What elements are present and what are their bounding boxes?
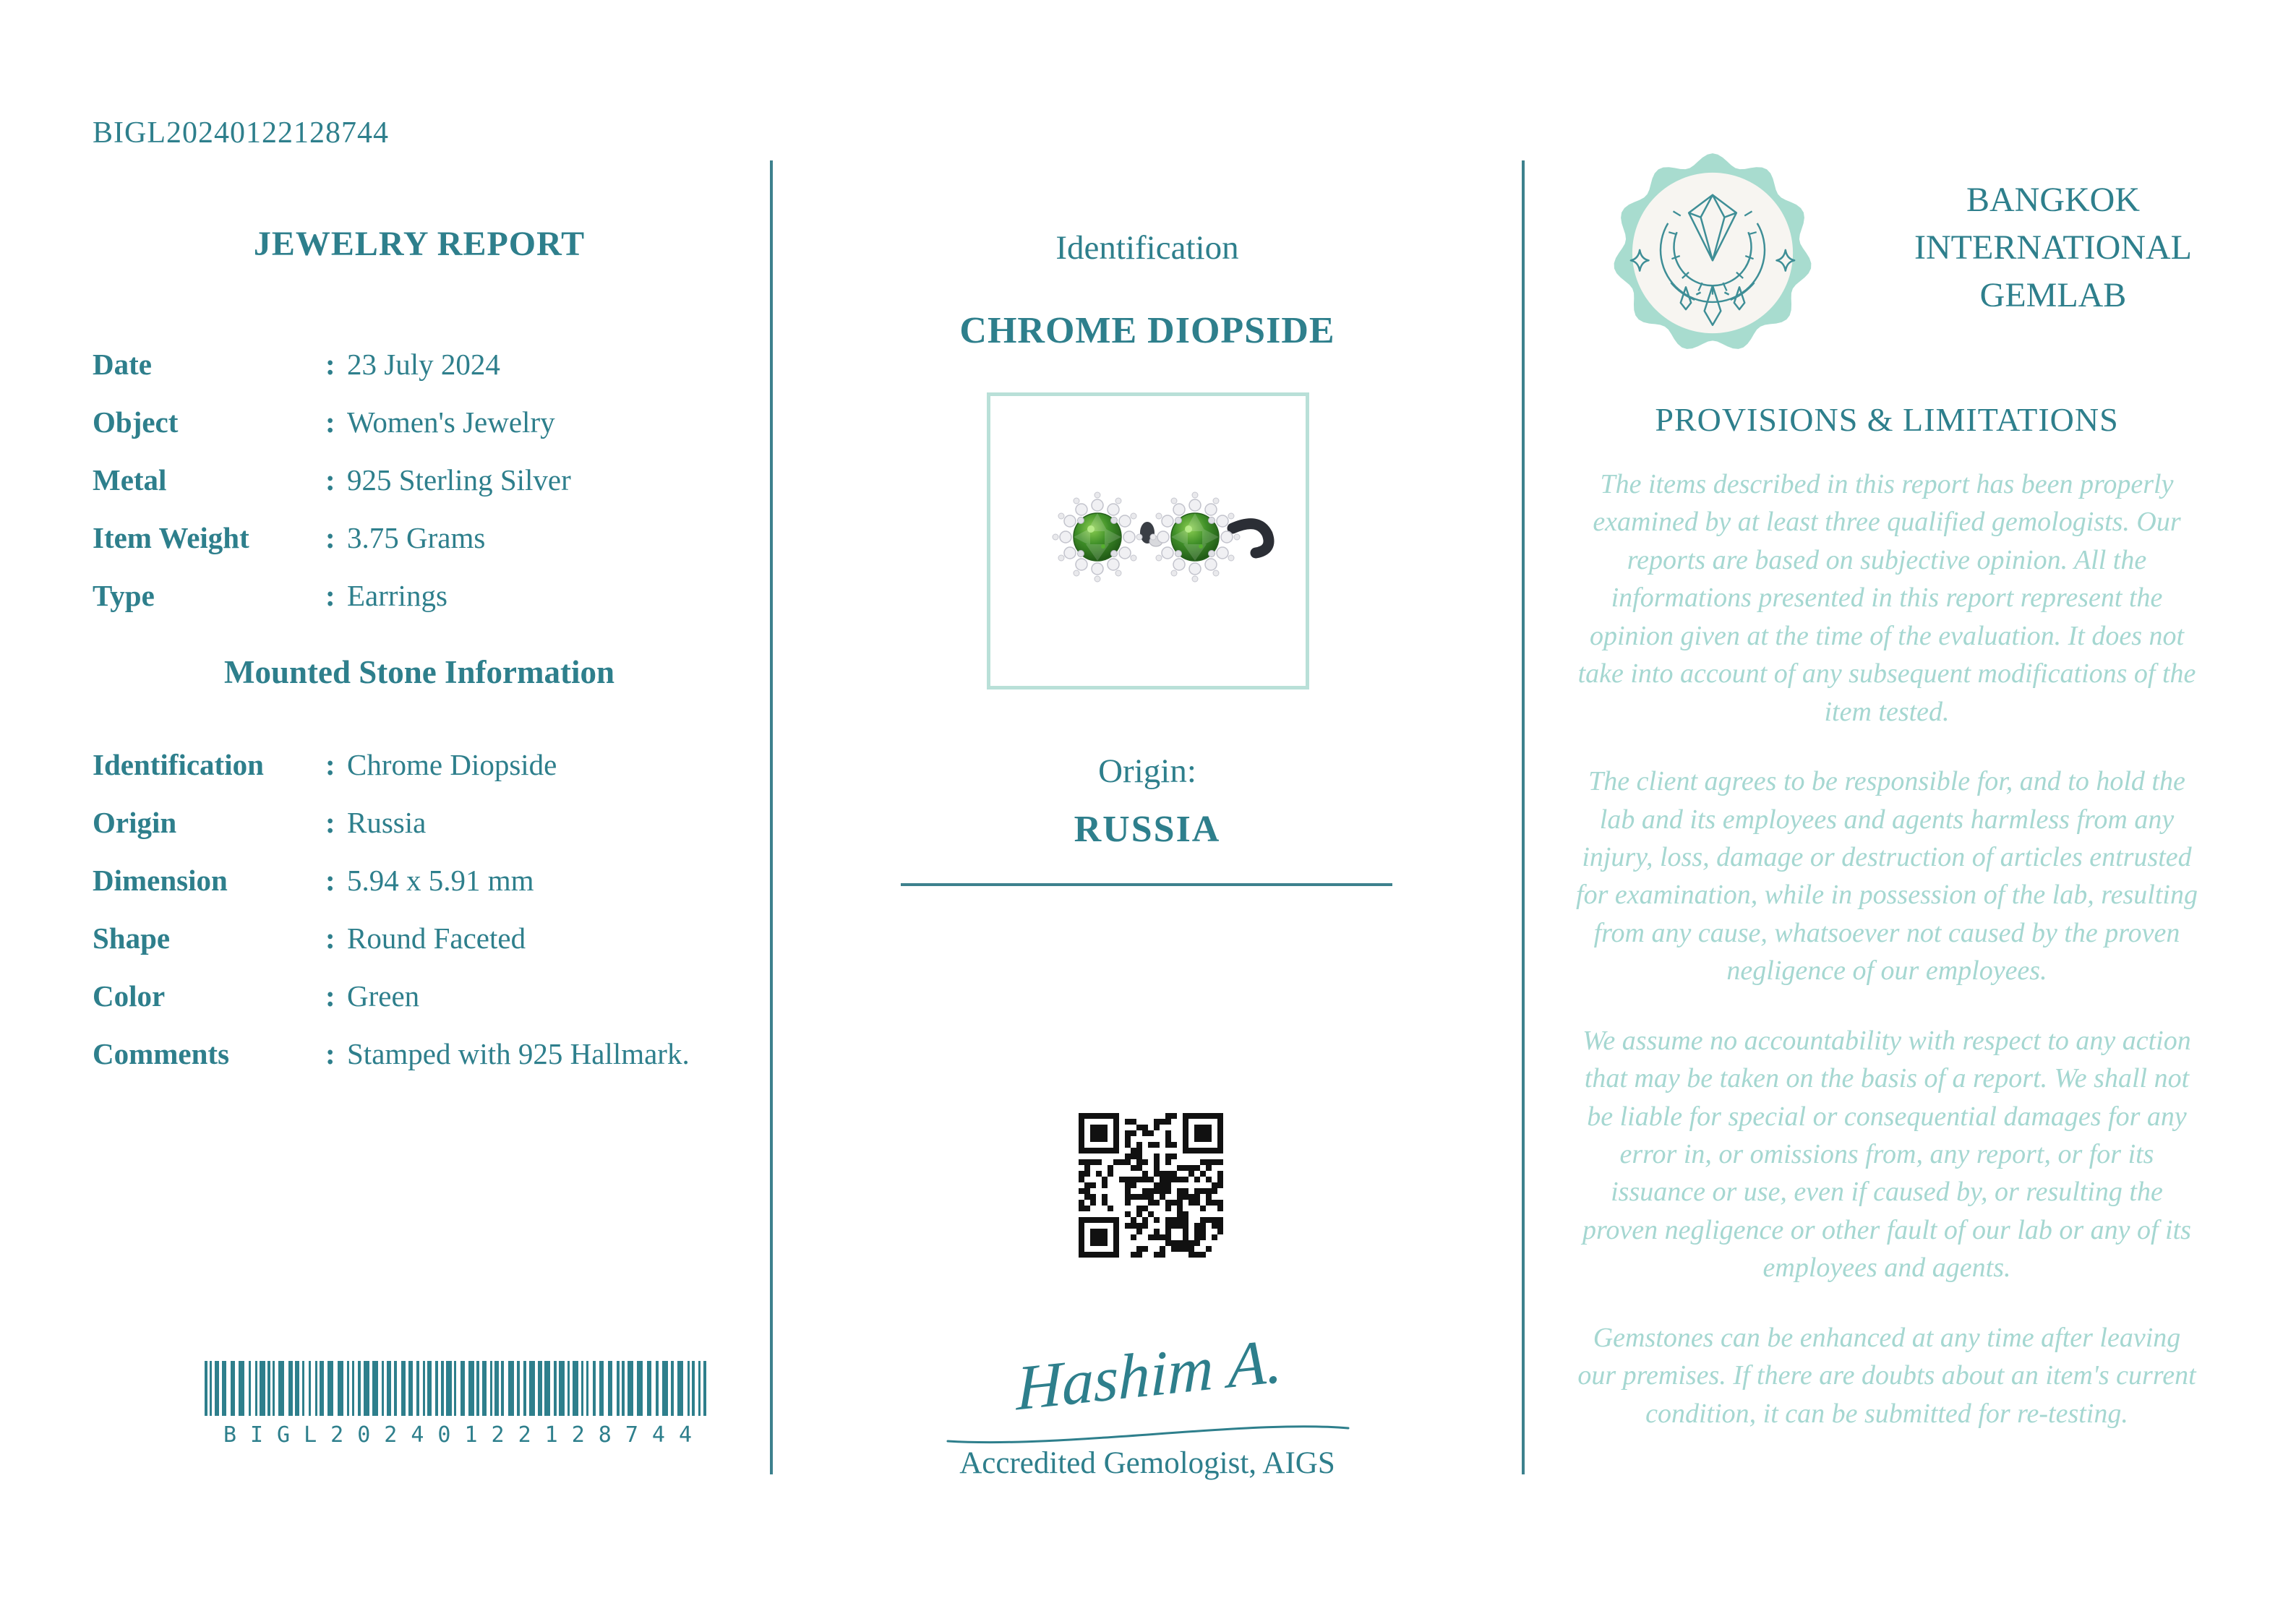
provisions-paragraph: Gemstones can be enhanced at any time after leaving our premises. If there are doubts about an item's current condition, it can be submitted for re-testing. (1577, 1322, 2196, 1429)
detail-value: 5.94 x 5.91 mm (347, 864, 534, 897)
origin-value: RUSSIA (1074, 809, 1221, 850)
qr-code (1079, 1113, 1223, 1258)
detail-value: 3.75 Grams (347, 521, 486, 554)
table-row (93, 918, 750, 976)
jewelry-details-table (93, 344, 750, 633)
detail-colon: : (325, 405, 335, 439)
detail-colon: : (325, 348, 335, 381)
table-row (93, 460, 750, 517)
detail-value: 23 July 2024 (347, 348, 500, 381)
detail-label: Origin (93, 806, 177, 839)
detail-colon: : (325, 979, 335, 1013)
origin-label: Origin: (1098, 752, 1196, 790)
lab-name-line: GEMLAB (1979, 276, 2127, 314)
detail-colon: : (325, 1037, 335, 1070)
detail-label: Shape (93, 921, 171, 955)
provisions-text (1576, 465, 2198, 1464)
detail-colon: : (325, 864, 335, 897)
gemologist-signature: Hashim A. (1016, 1326, 1282, 1425)
right-earring (1150, 492, 1240, 582)
detail-label: Metal (93, 463, 167, 497)
gemlab-logo-icon (1609, 149, 1817, 357)
detail-value: Chrome Diopside (347, 748, 557, 781)
table-row (93, 1034, 750, 1091)
detail-label: Type (93, 579, 155, 612)
detail-value: Women's Jewelry (347, 405, 555, 439)
table-row (93, 402, 750, 460)
detail-label: Comments (93, 1037, 230, 1070)
detail-value: Stamped with 925 Hallmark. (347, 1037, 690, 1070)
earrings-photo (994, 400, 1302, 682)
detail-value: Earrings (347, 579, 447, 612)
page-title: JEWELRY REPORT (253, 225, 586, 263)
table-row (93, 575, 750, 633)
stone-section-title: Mounted Stone Information (223, 654, 615, 690)
table-row (93, 976, 750, 1034)
table-row (93, 802, 750, 860)
stone-details-table (93, 744, 750, 1091)
provisions-paragraph: The items described in this report has been properly examined by at least three qualified gemologists. Our reports are based on subjective opinion. All the informations presented in this report represent the opinion given at the time of the evaluation. It does not take into account of any subsequent modifications of the item tested. (1577, 469, 2196, 727)
lab-name-line: INTERNATIONAL (1914, 228, 2192, 267)
table-row (93, 517, 750, 575)
provisions-paragraph: We assume no accountability with respect to any action that may be taken on the basis of a report. We shall not be liable for special or consequential damages for any error in, or omissions from, any report, or for its issuance or use, even if caused by, or resulting the proven negligence or other fault of our lab or any of its employees and agents. (1582, 1025, 2191, 1284)
detail-label: Object (93, 405, 179, 439)
barcode-text: BIGL20240122128744 (223, 1422, 706, 1448)
provisions-title: PROVISIONS & LIMITATIONS (1655, 401, 2119, 438)
detail-colon: : (325, 806, 335, 839)
detail-label: Dimension (93, 864, 228, 897)
detail-label: Color (93, 979, 166, 1013)
detail-value: 925 Sterling Silver (347, 463, 571, 497)
lab-name (1851, 176, 2256, 319)
detail-label: Date (93, 348, 152, 381)
detail-value: Russia (347, 806, 427, 839)
origin-divider-line (901, 883, 1392, 886)
detail-colon: : (325, 463, 335, 497)
detail-colon: : (325, 521, 335, 554)
detail-value: Round Faceted (347, 921, 526, 955)
barcode (205, 1361, 711, 1448)
left-earring (1053, 492, 1142, 582)
table-row (93, 860, 750, 918)
identification-heading: Identification (1055, 229, 1239, 267)
gemologist-title: Accredited Gemologist, AIGS (959, 1446, 1335, 1480)
provisions-paragraph: The client agrees to be responsible for, and to hold the lab and its employees and agents harmless from any injury, loss, damage or destruction of articles entrusted for examination, while in possession of the lab, resulting from any cause, whatsoever not caused by the proven negligence of our employees. (1576, 766, 2198, 987)
detail-colon: : (325, 748, 335, 781)
detail-value: Green (347, 979, 420, 1013)
column-divider-right (1522, 160, 1525, 1474)
report-number: BIGL20240122128744 (93, 116, 389, 150)
item-photo-frame (987, 392, 1309, 689)
column-divider-left (770, 160, 773, 1474)
detail-label: Identification (93, 748, 264, 781)
table-row (93, 344, 750, 402)
detail-label: Item Weight (93, 521, 249, 554)
stone-name: CHROME DIOPSIDE (959, 310, 1335, 351)
table-row (93, 744, 750, 802)
detail-colon: : (325, 579, 335, 612)
detail-colon: : (325, 921, 335, 955)
lab-name-line: BANGKOK (1966, 181, 2140, 219)
barcode-bars-image (205, 1361, 711, 1416)
